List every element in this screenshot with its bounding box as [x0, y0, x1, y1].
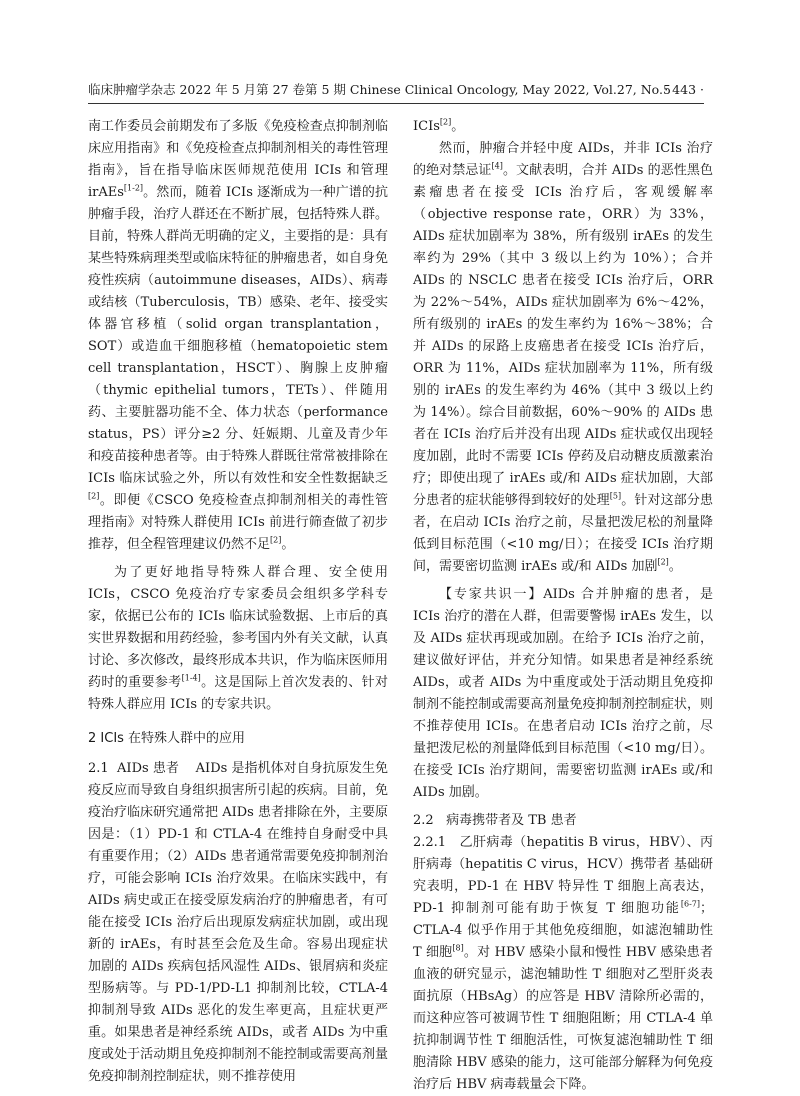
- expert-consensus-1: 【专家共识一】AIDs 合并肿瘤的患者，是 ICIs 治疗的潜在人群，但需要警惕 irAEs 发生，以及 AIDs 症状再现或加剧。在给予 ICIs 治疗之前，建议做好评估，并充分知情。如果患者是神经系统 AIDs，或者 AIDs 为中重度或处于活动期且免疫抑制剂不能控制或需要高剂量免疫抑制剂控制症状，则不推荐使用 ICIs。在患者启动 ICIs 治疗之前，尽量把泼尼松的剂量降低到目标范围（<10 mg/日）。在接受 ICIs 治疗期间，需要密切监测 irAEs 或/和 AIDs 加剧。: [413, 587, 713, 800]
- citation: [2]: [439, 117, 452, 127]
- subsection-title: AIDs 患者: [117, 761, 179, 776]
- citation: [2]: [88, 491, 100, 501]
- citation: [4]: [491, 161, 503, 171]
- citation: [2]: [270, 535, 282, 545]
- paragraph-aids: 2.1 AIDs 患者 AIDs 是指机体对自身抗原发生免疫反应而导致自身组织损害所引起的疾病。目前，免疫治疗临床研究通常把 AIDs 患者排除在外，主要原因是：（1）PD-1 和 CTLA-4 在维持自身耐受中具有重要作用；（2）AIDs 患者通常需要免疫抑制剂治疗，可能会影响 ICIs 治疗效果。在临床实践中，有 AIDs 病史或正在接受原发病治疗的肿瘤患者，有可能在接受 ICIs 治疗后出现原发病症状加剧，或出现新的 irAEs，有时甚至会危及生命。容易出现症状加剧的 AIDs 疾病包括风湿性 AIDs、银屑病和炎症型肠病等。与 PD-1/PD-L1 抑制剂比较，CTLA-4 抑制剂导致 AIDs 恶化的发生率更高，且症状更严重。如果患者是神经系统 AIDs，或者 AIDs 为中重度或处于活动期且免疫抑制剂不能控制或需要高剂量免疫抑制剂控制症状，则不推荐使用: [88, 761, 388, 1084]
- left-column: [88, 116, 388, 1088]
- paragraph-continuation: ICIs[2]。: [413, 117, 465, 134]
- citation: [1-2]: [123, 183, 144, 193]
- running-header: [88, 80, 704, 102]
- paragraph-intro: 南工作委员会前期发布了多版《免疫检查点抑制剂临床应用指南》和《免疫检查点抑制剂相关的毒性管理指南》，旨在指导临床医师规范使用 ICIs 和管理 irAEs[1-2]。然而，随着 ICIs 逐渐成为一种广谱的抗肿瘤手段，治疗人群还在不断扩展，包括特殊人群。目前，特殊人群尚无明确的定义，主要指的是：具有某些特殊病理类型或临床特征的肿瘤患者，如自身免疫性疾病（autoimmune diseases，AIDs）、病毒或结核（Tuberculosis，TB）感染、老年、接受实体器官移植（solid organ transplantation，SOT）或造血干细胞移植（hematopoietic stem cell transplantation，HSCT）、胸腺上皮肿瘤（thymic epithelial tumors，TETs）、伴随用药、主要脏器功能不全、体力状态（performance status，PS）评分≥2 分、妊娠期、儿童及青少年和疫苗接种患者等。由于特殊人群既往常常被排除在 ICIs 临床试验之外，所以有效性和安全性数据缺乏[2]。即便《CSCO 免疫检查点抑制剂相关的毒性管理指南》对特殊人群使用 ICIs 前进行筛查做了初步推荐，但全程管理建议仍然不足[2]。: [88, 119, 388, 552]
- paragraph-evidence: 然而，肿瘤合并轻中度 AIDs，并非 ICIs 治疗的绝对禁忌证[4]。文献表明，合并 AIDs 的恶性黑色素瘤患者在接受 ICIs 治疗后，客观缓解率（objective response rate，ORR）为 33%，AIDs 症状加剧率为 38%，所有级别 irAEs 的发生率约为 29%（其中 3 级以上约为 10%）；合并 AIDs 的 NSCLC 患者在接受 ICIs 治疗后，ORR 为 22%～54%，AIDs 症状加剧率为 6%～42%，所有级别的 irAEs 的发生率约为 16%～38%；合并 AIDs 的尿路上皮癌患者在接受 ICIs 治疗后，ORR 为 11%，AIDs 症状加剧率为 11%，所有级别的 irAEs 的发生率约为 46%（其中 3 级以上约为 14%）。综合目前数据，60%～90% 的 AIDs 患者在 ICIs 治疗后并没有出现 AIDs 症状或仅出现轻度加剧，此时不需要 ICIs 停药及启动糖皮质激素治疗；即使出现了 irAEs 或/和 AIDs 症状加剧，大部分患者的症状能够得到较好的处理[5]。针对这部分患者，在启动 ICIs 治疗之前，尽量把泼尼松的剂量降低到目标范围（<10 mg/日）；在接受 ICIs 治疗期间，需要密切监测 irAEs 或/和 AIDs 加剧[2]。: [413, 141, 713, 574]
- citation: [8]: [452, 943, 464, 953]
- citation: [5]: [609, 491, 622, 501]
- citation: [6-7]: [680, 899, 700, 909]
- page-number: · 443 ·: [664, 82, 704, 97]
- right-column: [413, 116, 713, 1096]
- subsection-number: 2.1: [88, 761, 109, 776]
- paragraph-purpose: 为了更好地指导特殊人群合理、安全使用 ICIs，CSCO 免疫治疗专家委员会组织多学科专家，依据已公布的 ICIs 临床试验数据、上市后的真实世界数据和用药经验，参考国内外有关文献，认真讨论、多次修改，最终形成本共识，作为临床医师用药时的重要参考[1-4]。这是国际上首次发表的、针对特殊人群应用 ICIs 的专家共识。: [88, 565, 388, 712]
- header-rule: [88, 103, 704, 104]
- subsection-heading: 2.2 病毒携带者及 TB 患者: [413, 813, 577, 828]
- citation: [1-4]: [181, 673, 201, 683]
- citation: [2]: [657, 557, 669, 567]
- paragraph-hbv: 2.2.1 乙肝病毒（hepatitis B virus，HBV）、丙肝病毒（hepatitis C virus，HCV）携带者 基础研究表明，PD-1 在 HBV 特异性 T 细胞上高表达，PD-1 抑制剂可能有助于恢复 T 细胞功能[6-7]；CTLA-4 似乎作用于其他免疫细胞，如滤泡辅助性 T 细胞[8]。对 HBV 感染小鼠和慢性 HBV 感染患者血液的研究显示，滤泡辅助性 T 细胞对乙型肝炎表面抗原（HBsAg）的应答是 HBV 清除所必需的，而这种应答可被调节性 T 细胞阻断；用 CTLA-4 单抗抑制调节性 T 细胞活性，可恢复滤泡辅助性 T 细胞清除 HBV 感染的能力，这可能部分解释为何免疫治疗后 HBV 病毒载量会下降。: [413, 835, 713, 1092]
- journal-citation: 临床肿瘤学杂志 2022 年 5 月第 27 卷第 5 期 Chinese Clinical Oncology, May 2022, Vol.27, No.5: [88, 82, 671, 97]
- section-heading: 2 ICIs 在特殊人群中的应用: [88, 731, 246, 746]
